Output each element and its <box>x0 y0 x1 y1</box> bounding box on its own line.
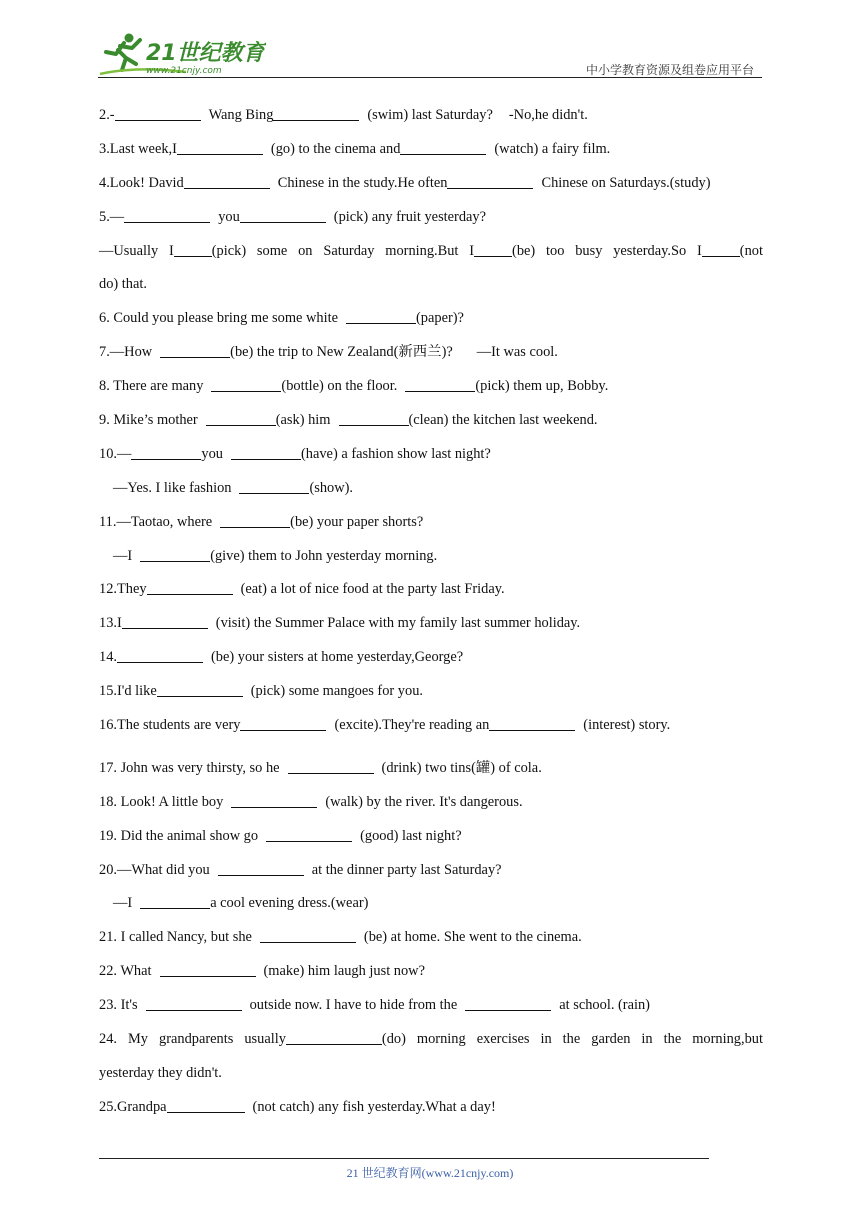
answer-blank[interactable] <box>115 106 201 121</box>
question-3: 3.Last week,I (go) to the cinema and (watch) a fairy film. <box>99 140 611 157</box>
answer-blank[interactable] <box>447 174 533 189</box>
answer-blank[interactable] <box>489 716 575 731</box>
answer-blank[interactable] <box>124 208 210 223</box>
answer-blank[interactable] <box>465 996 551 1011</box>
footer-divider <box>99 1158 709 1159</box>
question-4: 4.Look! David Chinese in the study.He often Chinese on Saturdays.(study) <box>99 174 711 191</box>
question-16: 16.The students are very (excite).They're reading an (interest) story. <box>99 717 671 734</box>
answer-blank[interactable] <box>273 106 359 121</box>
platform-name: 中小学教育资源及组卷应用平台 <box>585 63 754 77</box>
answer-blank[interactable] <box>405 377 475 392</box>
question-20: 20.—What did you at the dinner party last Saturday? <box>99 861 502 878</box>
answer-blank[interactable] <box>146 996 242 1011</box>
question-10: 10.— you (have) a fashion show last night? <box>99 445 491 462</box>
answer-blank[interactable] <box>157 682 243 697</box>
svg-text:www.21cnjy.com: www.21cnjy.com <box>146 66 222 76</box>
question-11-reply: —I (give) them to John yesterday morning. <box>113 547 438 564</box>
answer-blank[interactable] <box>288 759 374 774</box>
answer-blank[interactable] <box>231 445 301 460</box>
answer-blank[interactable] <box>140 894 210 909</box>
question-9: 9. Mike’s mother (ask) him (clean) the kitchen last weekend. <box>99 412 598 429</box>
answer-blank[interactable] <box>167 1098 245 1113</box>
question-8: 8. There are many (bottle) on the floor. (pick) them up, Bobby. <box>99 378 609 395</box>
answer-blank[interactable] <box>286 1030 382 1045</box>
answer-blank[interactable] <box>160 962 256 977</box>
site-logo <box>96 30 266 78</box>
footer-text: 21 世纪教育网(www.21cnjy.com) <box>346 1166 514 1180</box>
answer-blank[interactable] <box>266 827 352 842</box>
answer-blank[interactable] <box>131 445 201 460</box>
question-24-cont: yesterday they didn't. <box>99 1064 222 1081</box>
question-17: 17. John was very thirsty, so he (drink) two tins(罐) of cola. <box>99 759 542 776</box>
question-7: 7.—How (be) the trip to New Zealand(新西兰)? —It was cool. <box>99 344 558 361</box>
answer-blank[interactable] <box>400 140 486 155</box>
question-12: 12.They (eat) a lot of nice food at the party last Friday. <box>99 581 505 598</box>
answer-blank[interactable] <box>220 513 290 528</box>
answer-blank[interactable] <box>346 309 416 324</box>
answer-blank[interactable] <box>211 377 281 392</box>
question-13: 13.I (visit) the Summer Palace with my family last summer holiday. <box>99 615 581 632</box>
runner-logo-icon <box>96 30 266 78</box>
answer-blank[interactable] <box>117 648 203 663</box>
question-24: 24. My grandparents usually (do) morning exercises in the garden in the morning,but <box>99 1031 763 1048</box>
answer-blank[interactable] <box>240 716 326 731</box>
question-5-reply: —Usually I (pick) some on Saturday morning.But I (be) too busy yesterday.So I (not <box>99 242 763 259</box>
answer-blank[interactable] <box>184 174 270 189</box>
question-11: 11.—Taotao, where (be) your paper shorts? <box>99 513 424 530</box>
answer-blank[interactable] <box>231 793 317 808</box>
question-14: 14. (be) your sisters at home yesterday,George? <box>99 649 464 666</box>
question-18: 18. Look! A little boy (walk) by the river. It's dangerous. <box>99 793 523 810</box>
question-6: 6. Could you please bring me some white (paper)? <box>99 310 464 327</box>
question-19: 19. Did the animal show go (good) last night? <box>99 827 462 844</box>
answer-blank[interactable] <box>174 242 212 257</box>
answer-blank[interactable] <box>702 242 740 257</box>
question-20-reply: —I a cool evening dress.(wear) <box>113 895 369 912</box>
question-5-cont: do) that. <box>99 276 147 293</box>
answer-blank[interactable] <box>140 547 210 562</box>
answer-blank[interactable] <box>239 479 309 494</box>
answer-blank[interactable] <box>218 861 304 876</box>
header-divider <box>98 77 762 78</box>
page-header <box>0 0 860 80</box>
question-15: 15.I'd like (pick) some mangoes for you. <box>99 683 423 700</box>
question-22: 22. What (make) him laugh just now? <box>99 963 425 980</box>
answer-blank[interactable] <box>147 580 233 595</box>
question-2: 2.- Wang Bing (swim) last Saturday? -No,he didn't. <box>99 107 588 123</box>
svg-text:21世纪教育: 21世纪教育 <box>146 41 265 66</box>
question-10-reply: —Yes. I like fashion (show). <box>113 479 354 496</box>
answer-blank[interactable] <box>339 411 409 426</box>
answer-blank[interactable] <box>160 343 230 358</box>
question-5: 5.— you (pick) any fruit yesterday? <box>99 208 487 225</box>
answer-blank[interactable] <box>122 614 208 629</box>
answer-blank[interactable] <box>474 242 512 257</box>
answer-blank[interactable] <box>206 411 276 426</box>
answer-blank[interactable] <box>240 208 326 223</box>
question-25: 25.Grandpa (not catch) any fish yesterday.What a day! <box>99 1098 496 1115</box>
exercise-list <box>99 99 763 1125</box>
answer-blank[interactable] <box>177 140 263 155</box>
question-23: 23. It's outside now. I have to hide from the at school. (rain) <box>99 997 650 1014</box>
question-21: 21. I called Nancy, but she (be) at home. She went to the cinema. <box>99 929 582 946</box>
answer-blank[interactable] <box>260 928 356 943</box>
